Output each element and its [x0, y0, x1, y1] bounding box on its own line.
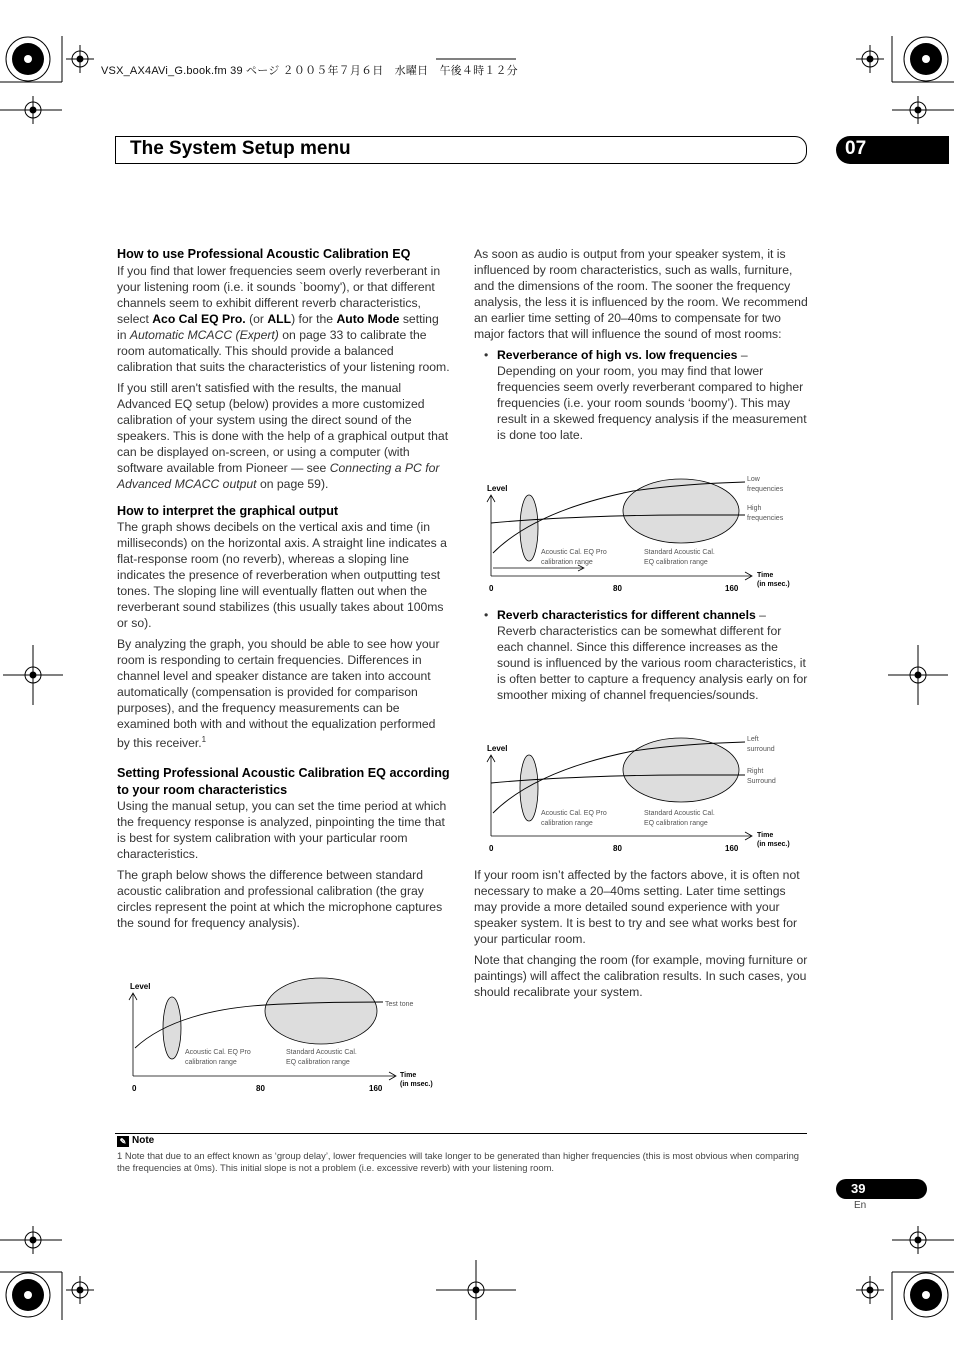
figure-calibration-test-tone: [125, 978, 455, 1098]
figure-high-low-frequencies: [483, 473, 813, 598]
tick-80: 80: [256, 1084, 265, 1093]
svg-text:Standard Acoustic Cal.: Standard Acoustic Cal.: [286, 1049, 357, 1056]
svg-text:(in msec.): (in msec.): [757, 841, 790, 848]
axis-label-level: Level: [487, 744, 508, 753]
svg-text:Surround: Surround: [747, 778, 776, 785]
svg-text:calibration range: calibration range: [185, 1059, 237, 1066]
svg-text:calibration range: calibration range: [541, 559, 593, 566]
paragraph-intro: If you find that lower frequencies seem overly reverberant in your listening room (i.e. it sounds `boomy'), or that different channels seem to exhibit different reverb characteristics, select Aco Cal EQ Pro. (or ALL) for the Auto Mode setting in Automatic MCACC (Expert) on page 33 to calibrate the room automatically. This should provide a balanced calibration that suits the characteristics of your listening room.: [117, 263, 450, 374]
bullet-icon: •: [484, 348, 489, 362]
axis-label-level: Level: [130, 982, 151, 991]
bullet-text: Reverb characteristics can be somewhat different for each channel. Since this difference increases as the sound is influenced by the various room characteristics, it is often better to capture a frequency analysis early on for smoother mixing of channel frequencies/sounds.: [497, 624, 808, 702]
svg-text:EQ calibration range: EQ calibration range: [644, 820, 708, 827]
svg-text:Standard Acoustic Cal.: Standard Acoustic Cal.: [644, 810, 715, 817]
bullet-icon: •: [484, 608, 489, 622]
paragraph-analyzing: By analyzing the graph, you should be able to see how your room is responding to certain frequencies. Differences in channel level and speaker distance are taken into account automatically (compensation is provided for comparison purposes), and the frequency measurements can be examined both with and without the equalization performed by this receiver.$^1$: [117, 637, 440, 751]
language-code: En: [854, 1200, 867, 1211]
paragraph-manual-setup: Using the manual setup, you can set the time period at which the frequency response is analyzed, pinpointing the time that is best for system calibration with your particular room characteristics.: [117, 799, 447, 862]
note-heading: ✎ Note: [117, 1135, 154, 1147]
bullet-title: Reverb characteristics for different channels: [497, 608, 756, 622]
standard-range-ellipse: [623, 479, 739, 543]
svg-text:(in msec.): (in msec.): [400, 1081, 433, 1088]
curve-label: Test tone: [385, 1001, 414, 1008]
page-number-badge: [836, 1179, 927, 1199]
svg-text:High: High: [747, 505, 762, 512]
svg-text:Acoustic Cal. EQ Pro: Acoustic Cal. EQ Pro: [541, 549, 607, 556]
paragraph-room-influence: As soon as audio is output from your speaker system, it is influenced by room characteristics, such as walls, furniture, and the dimensions of the room. The sooner the frequency analysis, the less it is influenced by the room. We recommend an earlier time setting of 20–40ms to compensate for two major factors that will influence the sound of most rooms:: [474, 247, 808, 341]
bullet-text: Depending on your room, you may find that lower frequencies seem overly reverberant compared to higher frequencies (i.e. your room sounds ‘boomy’). This may result in a skewed frequency analysis if the measurement is done too late.: [497, 364, 807, 442]
svg-text:Low: Low: [747, 476, 760, 483]
tick-160: 160: [725, 844, 739, 853]
tick-0: 0: [489, 844, 494, 853]
svg-text:Time: Time: [400, 1072, 417, 1079]
note-pencil-icon: ✎: [117, 1136, 129, 1147]
heading-setting-eq: Setting Professional Acoustic Calibration EQ according to your room characteristics: [117, 766, 450, 797]
chapter-number: 07: [845, 138, 867, 159]
tick-160: 160: [725, 584, 739, 593]
svg-text:Time: Time: [757, 832, 774, 839]
file-header: VSX_AX4AVi_G.book.fm 39 ページ ２００５年７月６日 水曜日 午後４時１２分: [101, 65, 518, 77]
svg-text:surround: surround: [747, 746, 775, 753]
footnote-ref[interactable]: 1: [201, 735, 207, 744]
page-title: The System Setup menu: [130, 138, 351, 159]
svg-text:frequencies: frequencies: [747, 486, 784, 493]
figure-surround-channels: [483, 733, 813, 858]
svg-text:calibration range: calibration range: [541, 820, 593, 827]
pro-range-ellipse: [163, 997, 181, 1059]
axis-label-level: Level: [487, 484, 508, 493]
svg-text:Acoustic Cal. EQ Pro: Acoustic Cal. EQ Pro: [541, 810, 607, 817]
standard-range-ellipse: [265, 978, 377, 1044]
page-number: 39: [851, 1181, 866, 1196]
paragraph-recalibrate: Note that changing the room (for example, moving furniture or paintings) will affect the calibration results. In such cases, you should recalibrate your system.: [474, 953, 808, 999]
chapter-tab: [836, 136, 949, 164]
svg-text:Acoustic Cal. EQ Pro: Acoustic Cal. EQ Pro: [185, 1049, 251, 1056]
right-column-mid: [474, 607, 808, 707]
paragraph-advanced-eq: If you still aren't satisfied with the results, the manual Advanced EQ setup (below) provides a more customized calibration of your system using the direct sound of the speakers. This is done with the help of a graphical output that can be displayed on-screen, or using a computer (with software available from Pioneer — see Connecting a PC for Advanced MCACC output on page 59).: [117, 380, 449, 491]
right-column-bottom: [474, 867, 808, 1005]
bullet-title: Reverberance of high vs. low frequencies: [497, 348, 738, 362]
svg-text:Standard Acoustic Cal.: Standard Acoustic Cal.: [644, 549, 715, 556]
svg-text:EQ calibration range: EQ calibration range: [286, 1059, 350, 1066]
pro-range-ellipse: [520, 755, 538, 821]
svg-text:frequencies: frequencies: [747, 515, 784, 522]
tick-80: 80: [613, 584, 622, 593]
heading-how-to-use: How to use Professional Acoustic Calibration EQ: [117, 247, 411, 261]
pro-range-ellipse: [520, 495, 538, 561]
bullet-reverberance: • Reverberance of high vs. low frequencies – Depending on your room, you may find that lower frequencies seem overly reverberant compared to higher frequencies (i.e. your room sounds ‘boomy’). This may result in a skewed frequency analysis if the measurement is done too late.: [484, 348, 807, 442]
bullet-reverb-channels: • Reverb characteristics for different channels – Reverb characteristics can be somewhat different for each channel. Since this difference increases as the sound is influenced by the various room characteristics, it is often better to capture a frequency analysis early on for smoother mixing of channel frequencies/sounds.: [484, 608, 808, 702]
tick-0: 0: [489, 584, 494, 593]
paragraph-graph-explained: The graph shows decibels on the vertical axis and time (in milliseconds) on the horizontal axis. A straight line indicates a flat-response room (no reverb), whereas a sloping line indicates the presence of reverberation when outputting test tones. The sloping line will eventually flatten out when the reverberant sound stabilizes (this usually takes about 100ms or so).: [117, 520, 447, 630]
paragraph-not-affected: If your room isn’t affected by the factors above, it is often not necessary to make a 20–40ms setting. Later time settings may provide a more detailed sound experience with your speaker system. It is best to try and see what works best for your particular room.: [474, 868, 800, 946]
footnote-text: 1 Note that due to an effect known as ‘group delay’, lower frequencies will take longer to be generated than higher frequencies (this is most obvious when comparing the frequencies at 0ms). This initial slope is not a problem (i.e. excessive reverb) with your listening room.: [117, 1150, 799, 1173]
note-divider: [115, 1133, 807, 1134]
tick-80: 80: [613, 844, 622, 853]
svg-text:EQ calibration range: EQ calibration range: [644, 559, 708, 566]
left-column: [117, 246, 451, 936]
svg-text:Left: Left: [747, 736, 759, 743]
svg-text:Right: Right: [747, 768, 764, 775]
tick-160: 160: [369, 1084, 383, 1093]
standard-range-ellipse: [623, 738, 739, 802]
right-column-top: [474, 246, 808, 447]
svg-text:Time: Time: [757, 572, 774, 579]
svg-text:(in msec.): (in msec.): [757, 581, 790, 588]
heading-interpret: How to interpret the graphical output: [117, 503, 339, 518]
tick-0: 0: [132, 1084, 137, 1093]
page-title-bar: [115, 136, 807, 164]
paragraph-graph-below: The graph below shows the difference between standard acoustic calibration and professional calibration (the gray circles represent the point at which the microphone captures the sound for frequency analysis).: [117, 868, 443, 931]
